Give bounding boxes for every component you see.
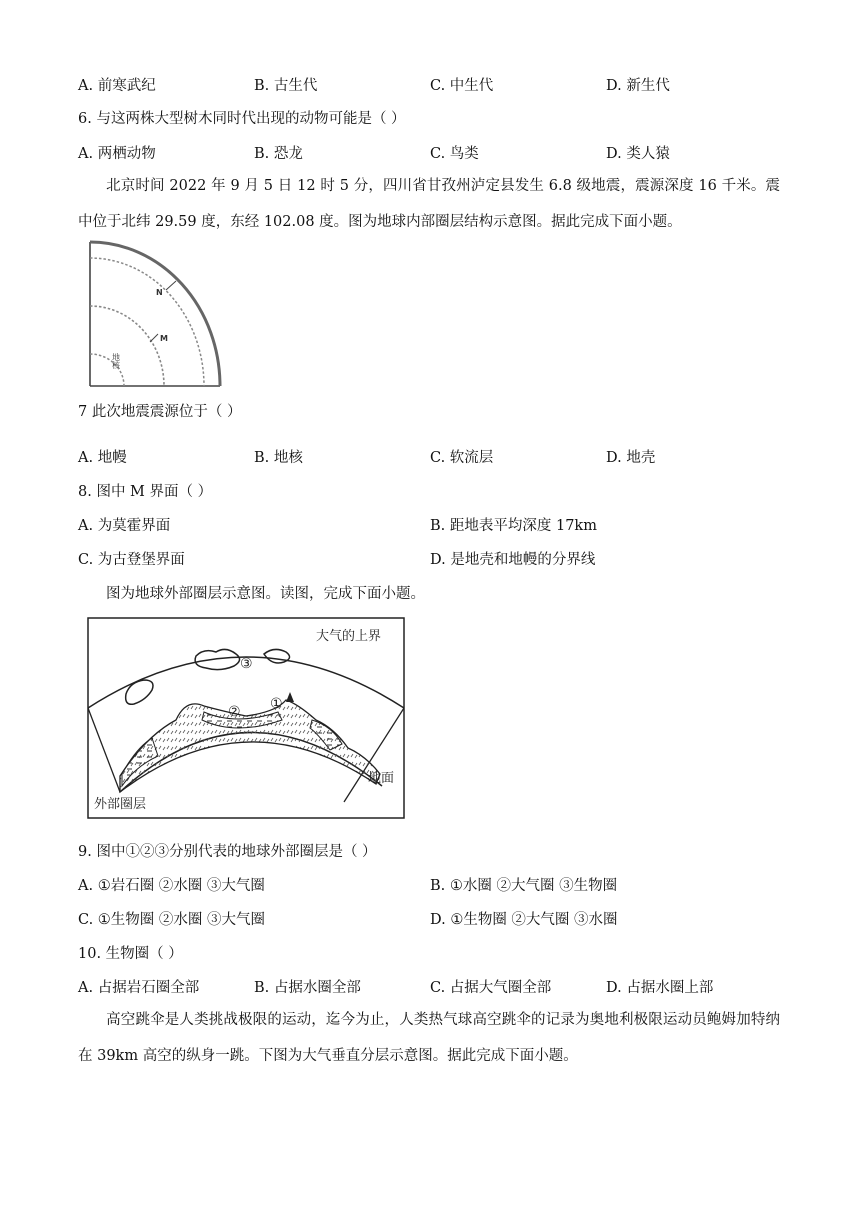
label-atmosphere-top: 大气的上界: [316, 629, 382, 644]
q9-option-d: D. ①生物圈 ②大气圈 ③水圈: [430, 912, 618, 928]
q9-option-a: A. ①岩石圈 ②水圈 ③大气圈: [78, 878, 265, 894]
q5-option-b: B. 古生代: [254, 78, 318, 94]
mark-1: ①: [270, 696, 283, 712]
label-outer-spheres: 外部圈层: [94, 797, 147, 812]
label-core: 地核: [111, 353, 121, 369]
earth-interior-diagram: [86, 238, 226, 390]
q5-option-a: A. 前寒武纪: [78, 78, 156, 94]
q9-stem: 9. 图中①②③分别代表的地球外部圈层是（ ）: [78, 844, 377, 860]
q8-option-b: B. 距地表平均深度 17km: [430, 518, 597, 534]
mark-3: ③: [240, 656, 253, 672]
q8-stem: 8. 图中 M 界面（ ）: [78, 484, 213, 500]
mark-2: ②: [228, 704, 241, 720]
passage-earthquake-text: 北京时间 2022 年 9 月 5 日 12 时 5 分，四川省甘孜州泸定县发生 6.8 级地震，震源深度 16 千米。震中位于北纬 29.59 度，东经 102.08 度。图为地球内部圈层结构示意图。据此完成下面小题。: [78, 178, 780, 230]
q6-option-a: A. 两栖动物: [78, 146, 156, 162]
q10-option-a: A. 占据岩石圈全部: [78, 980, 200, 996]
q10-stem: 10. 生物圈（ ）: [78, 946, 183, 962]
q5-option-c: C. 中生代: [430, 78, 494, 94]
q7-option-a: A. 地幔: [78, 450, 127, 466]
q9-option-b: B. ①水圈 ②大气圈 ③生物圈: [430, 878, 618, 894]
label-m: M: [160, 334, 168, 343]
q9-option-c: C. ①生物圈 ②水圈 ③大气圈: [78, 912, 266, 928]
q5-option-d: D. 新生代: [606, 78, 670, 94]
q7-option-d: D. 地壳: [606, 450, 656, 466]
label-n: N: [156, 288, 163, 297]
q10-option-b: B. 占据水圈全部: [254, 980, 361, 996]
q8-option-c: C. 为古登堡界面: [78, 552, 185, 568]
q7-option-b: B. 地核: [254, 450, 303, 466]
q7-option-c: C. 软流层: [430, 450, 494, 466]
m-pointer-line: [150, 334, 158, 342]
n-pointer-line: [166, 281, 176, 290]
passage-outer-spheres: 图为地球外部圈层示意图。读图，完成下面小题。: [106, 586, 425, 602]
earth-surface-arc: [90, 242, 220, 386]
gutenberg-discontinuity-arc: [90, 306, 164, 386]
q6-option-c: C. 鸟类: [430, 146, 479, 162]
passage-earthquake: [78, 168, 780, 240]
outer-spheres-diagram: [86, 616, 406, 820]
q10-option-c: C. 占据大气圈全部: [430, 980, 552, 996]
moho-discontinuity-arc: [90, 258, 204, 386]
label-ground: 地面: [368, 771, 395, 786]
q6-option-d: D. 类人猿: [606, 146, 670, 162]
q8-option-a: A. 为莫霍界面: [78, 518, 171, 534]
q8-option-d: D. 是地壳和地幔的分界线: [430, 552, 596, 568]
q7-stem: 7 此次地震震源位于（ ）: [78, 404, 242, 420]
q10-option-d: D. 占据水圈上部: [606, 980, 714, 996]
q6-stem: 6. 与这两株大型树木同时代出现的动物可能是（ ）: [78, 111, 406, 127]
passage-skydiving-text: 高空跳伞是人类挑战极限的运动，迄今为止，人类热气球高空跳伞的记录为奥地利极限运动员鲍姆加特纳在 39km 高空的纵身一跳。下图为大气垂直分层示意图。据此完成下面小题。: [78, 1012, 780, 1064]
passage-skydiving: [78, 1002, 780, 1074]
q6-option-b: B. 恐龙: [254, 146, 303, 162]
